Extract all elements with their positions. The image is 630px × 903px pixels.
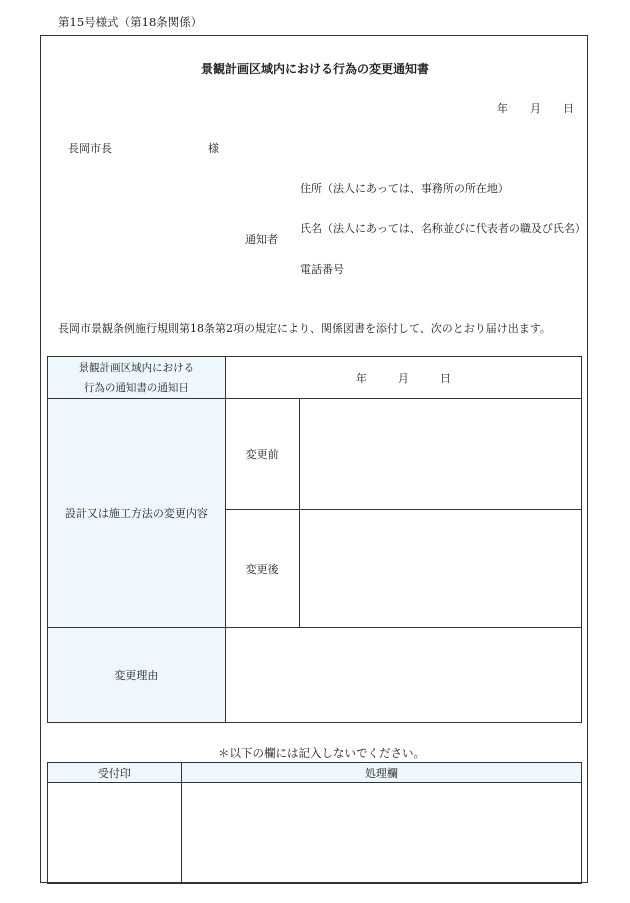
before-content-cell[interactable] (299, 399, 581, 510)
reason-label-cell (48, 628, 226, 723)
notifier-name-label: 氏名（法人にあっては、名称並びに代表者の職及び氏名） (300, 222, 586, 235)
processing-header (181, 763, 581, 783)
date-day-label: 日 (563, 102, 574, 115)
after-label-cell (225, 510, 299, 628)
after-label: 変更後 (245, 562, 279, 576)
receipt-stamp-area (48, 783, 182, 884)
office-use-table (47, 762, 582, 884)
form-number: 第15号様式（第18条関係） (58, 15, 203, 29)
notice-date-month: 月 (397, 371, 409, 385)
notice-date-year: 年 (355, 371, 367, 385)
before-label-cell (225, 399, 299, 510)
change-notice-table (47, 356, 582, 723)
date-month-label: 月 (530, 102, 541, 115)
reason-content-cell[interactable] (225, 628, 581, 723)
before-label: 変更前 (245, 448, 279, 461)
change-content-label: 設計又は施工方法の変更内容 (64, 507, 208, 520)
change-content-label-cell (48, 399, 226, 628)
reason-label: 変更理由 (114, 669, 159, 682)
office-use-note: ＊以下の欄には記入しないでください。 (218, 746, 425, 760)
notice-date-label-cell (48, 357, 226, 399)
receipt-stamp-label: 受付印 (97, 766, 131, 780)
notifier-label: 通知者 (245, 233, 278, 246)
notice-date-day: 日 (439, 371, 451, 385)
date-year-label: 年 (497, 102, 508, 115)
form-title: 景観計画区域内における行為の変更通知書 (200, 62, 429, 76)
notifier-address-label: 住所（法人にあっては、事務所の所在地） (300, 182, 509, 195)
processing-label: 処理欄 (364, 766, 398, 780)
addressee-honorific: 様 (208, 142, 219, 155)
notice-date-label-line1: 景観計画区域内における (78, 361, 195, 374)
addressee-name: 長岡市長 (68, 142, 112, 155)
notice-date-label-line2: 行為の通知書の通知日 (83, 381, 189, 394)
notice-date-value-cell[interactable] (225, 357, 581, 399)
notifier-phone-label: 電話番号 (300, 263, 344, 276)
statement-text: 長岡市景観条例施行規則第18条第2項の規定により、関係図書を添付して、次のとおり届け出ます。 (58, 322, 551, 335)
after-content-cell[interactable] (299, 510, 581, 628)
receipt-stamp-header (48, 763, 182, 783)
processing-area (181, 783, 581, 884)
